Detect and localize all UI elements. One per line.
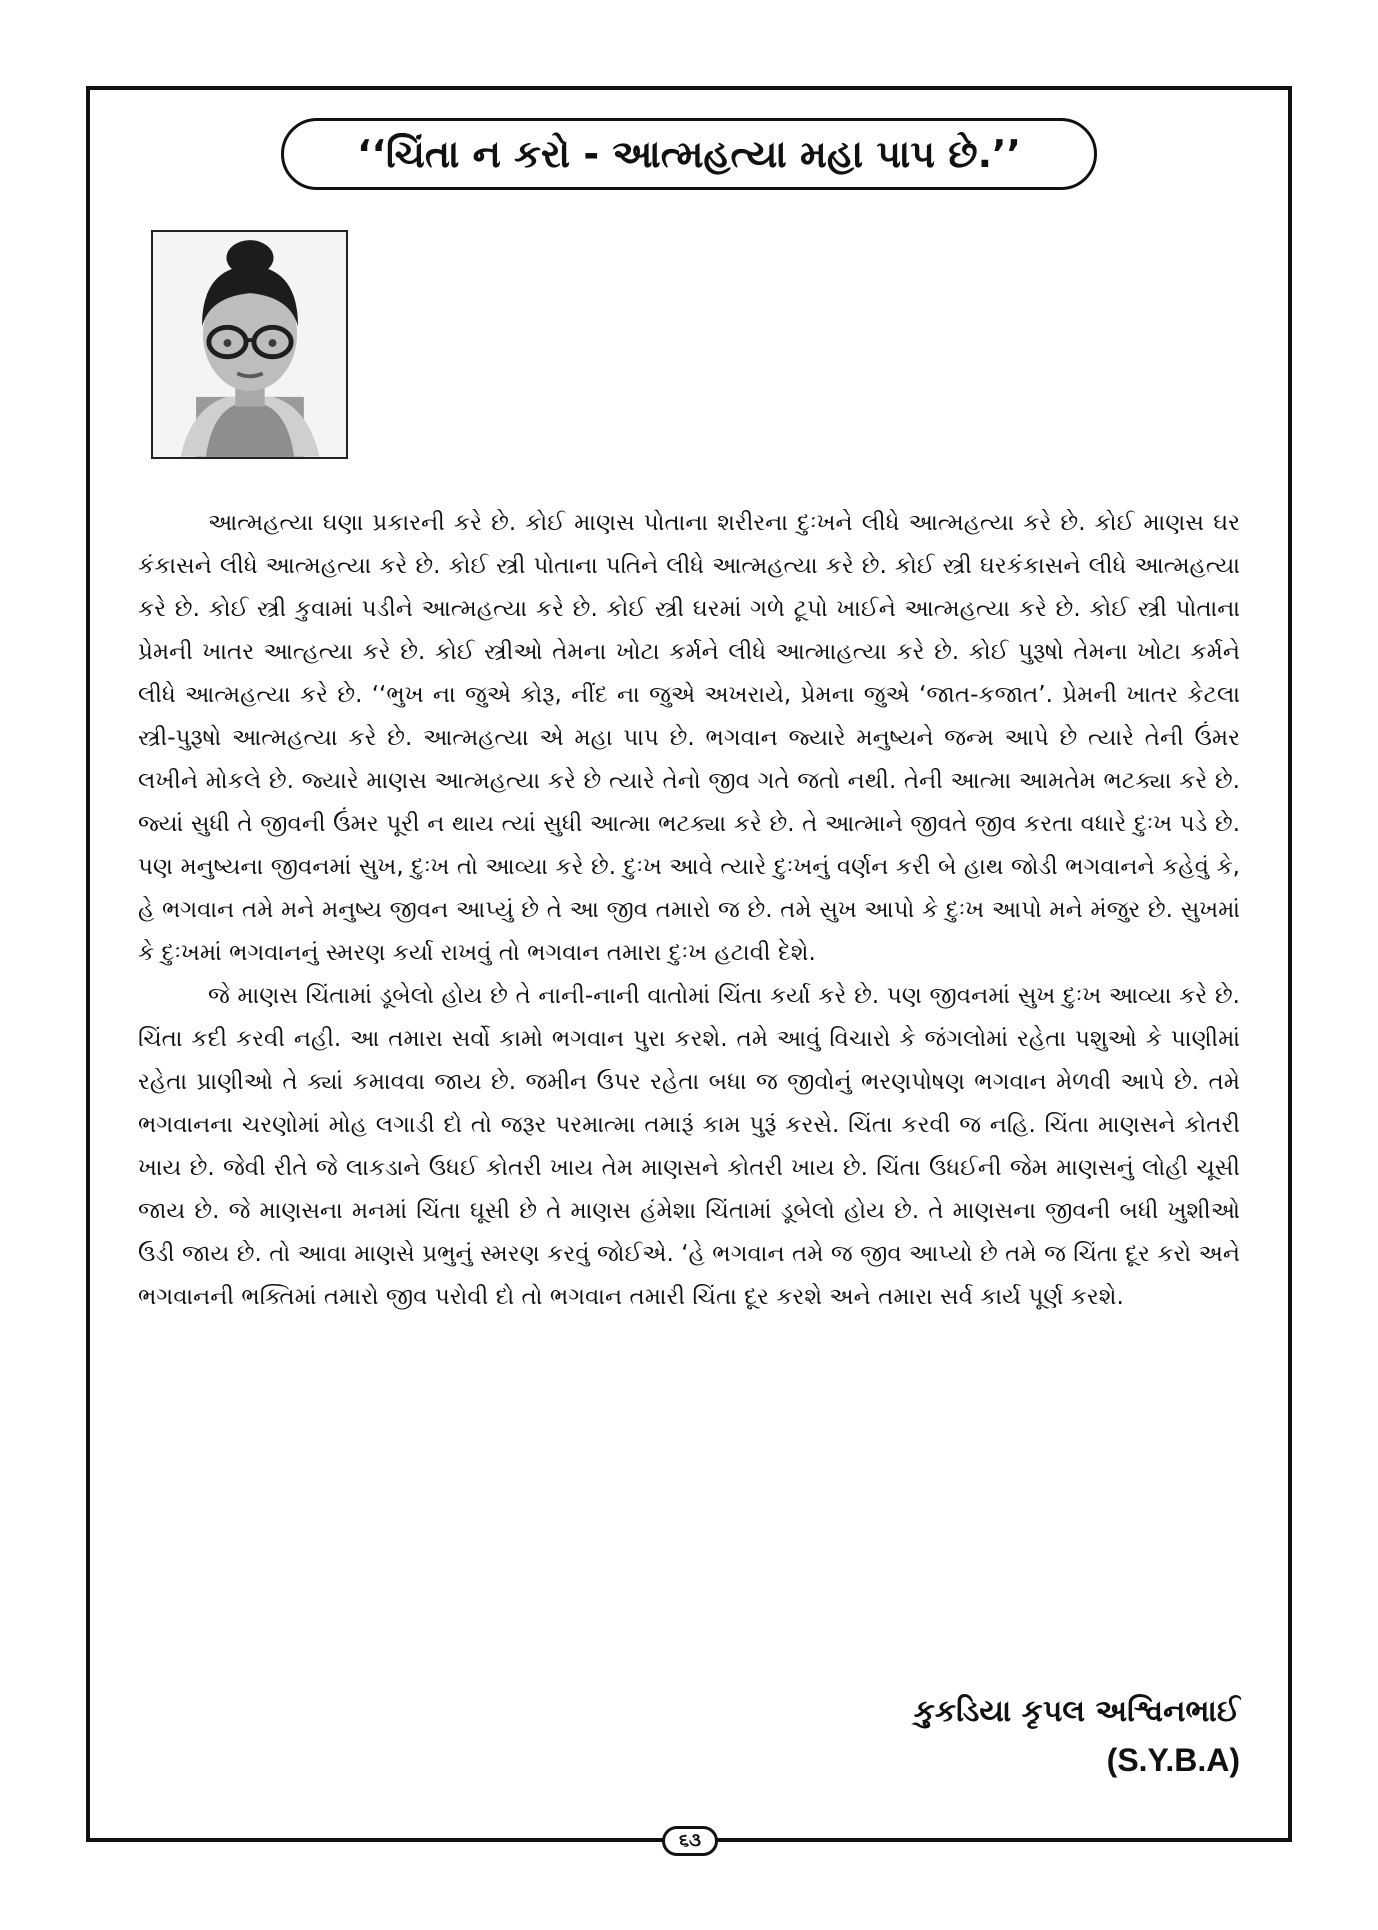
author-name: કુકડિયા કૃપલ અશ્વિનભાઈ bbox=[913, 1694, 1240, 1729]
portrait-image bbox=[153, 232, 346, 457]
article-title: ‘‘ચિંતા ન કરો - આત્મહત્યા મહા પાપ છે.’’ bbox=[281, 118, 1097, 190]
article-body bbox=[138, 502, 1240, 1319]
paragraph: જે માણસ ચિંતામાં ડૂબેલો હોય છે તે નાની-નાની વાતોમાં ચિંતા કર્યા કરે છે. પણ જીવનમાં સુખ દુઃખ આવ્યા કરે છે. ચિંતા કદી કરવી નહી. આ તમારા સર્વો કામો ભગવાન પુરા કરશે. તમે આવું વિચારો કે જંગલોમાં રહેતા પશુઓ કે પાણીમાં રહેતા પ્રાણીઓ તે ક્યાં કમાવવા જાય છે. જમીન ઉપર રહેતા બધા જ જીવોનું ભરણપોષણ ભગવાન મેળવી આપે છે. તમે ભગવાનના ચરણોમાં મોહ લગાડી દો તો જરૂર પરમાત્મા તમારૂં કામ પુરૂં કરસે. ચિંતા કરવી જ નહિ. ચિંતા માણસને કોતરી ખાય છે. જેવી રીતે જે લાકડાને ઉધઈ કોતરી ખાય તેમ માણસને કોતરી ખાય છે. ચિંતા ઉધઈની જેમ માણસનું લોહી ચૂસી જાય છે. જે માણસના મનમાં ચિંતા ઘૂસી છે તે માણસ હંમેશા ચિંતામાં ડૂબેલો હોય છે. તે માણસના જીવની બધી ખુશીઓ ઉડી જાય છે. તો આવા માણસે પ્રભુનું સ્મરણ કરવું જોઈએ. ‘હે ભગવાન તમે જ જીવ આપ્યો છે તમે જ ચિંતા દૂર કરો અને ભગવાનની ભક્તિમાં તમારો જીવ પરોવી દો તો ભગવાન તમારી ચિંતા દૂર કરશે અને તમારા સર્વ કાર્ય પૂર્ણ કરશે. bbox=[138, 983, 1240, 1310]
page-number: ૬૩ bbox=[662, 1826, 718, 1856]
author-signature bbox=[914, 1688, 1240, 1784]
paragraph: આત્મહત્યા ઘણા પ્રકારની કરે છે. કોઈ માણસ પોતાના શરીરના દુઃખને લીધે આત્મહત્યા કરે છે. કોઈ માણસ ઘર કંકાસને લીધે આત્મહત્યા કરે છે. કોઈ સ્ત્રી પોતાના પતિને લીધે આત્મહત્યા કરે છે. કોઈ સ્ત્રી ઘરકંકાસને લીધે આત્મહત્યા કરે છે. કોઈ સ્ત્રી કુવામાં પડીને આત્મહત્યા કરે છે. કોઈ સ્ત્રી ઘરમાં ગળે ટૂપો ખાઈને આત્મહત્યા કરે છે. કોઈ સ્ત્રી પોતાના પ્રેમની ખાતર આત્હત્યા કરે છે. કોઈ સ્ત્રીઓ તેમના ખોટા કર્મને લીધે આત્માહત્યા કરે છે. કોઈ પુરૂષો તેમના ખોટા કર્મને લીધે આત્મહત્યા કરે છે. ‘‘ભુખ ના જુએ કોરૂ, નીંદ ના જુએ અખરાયે, પ્રેમના જુએ ‘જાત-કજાત’. પ્રેમની ખાતર કેટલા સ્ત્રી-પુરૂષો આત્મહત્યા કરે છે. આત્મહત્યા એ મહા પાપ છે. ભગવાન જ્યારે મનુષ્યને જન્મ આપે છે ત્યારે તેની ઉંમર લખીને મોકલે છે. જ્યારે માણસ આત્મહત્યા કરે છે ત્યારે તેનો જીવ ગતે જતો નથી. તેની આત્મા આમતેમ ભટક્યા કરે છે. જ્યાં સુધી તે જીવની ઉંમર પૂરી ન થાય ત્યાં સુધી આત્મા ભટક્યા કરે છે. તે આત્માને જીવતે જીવ કરતા વધારે દુઃખ પડે છે. પણ મનુષ્યના જીવનમાં સુખ, દુઃખ તો આવ્યા કરે છે. દુઃખ આવે ત્યારે દુઃખનું વર્ણન કરી બે હાથ જોડી ભગવાનને કહેવું કે, હે ભગવાન તમે મને મનુષ્ય જીવન આપ્યું છે તે આ જીવ તમારો જ છે. તમે સુખ આપો કે દુઃખ આપો મને મંજુર છે. સુખમાં કે દુઃખમાં ભગવાનનું સ્મરણ કર્યા રાખવું તો ભગવાન તમારા દુઃખ હટાવી દેશે. bbox=[138, 510, 1240, 966]
author-class: (S.Y.B.A) bbox=[1106, 1742, 1240, 1778]
author-photo bbox=[151, 230, 348, 459]
